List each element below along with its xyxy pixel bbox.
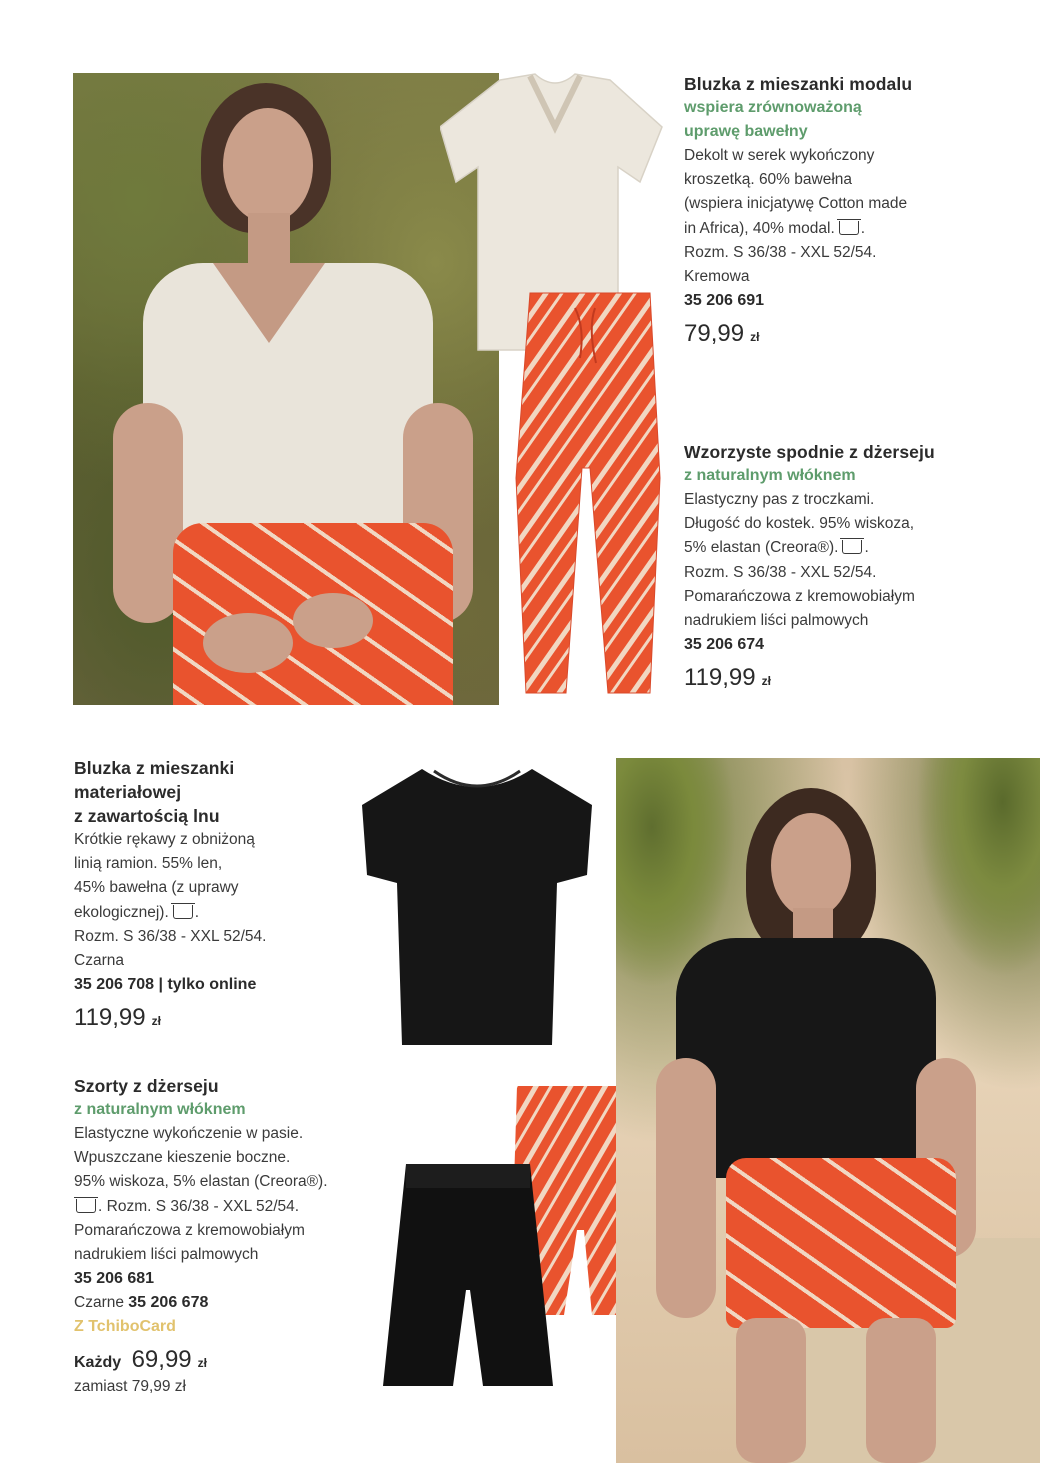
product-title: Bluzka z mieszanki modalu [684,74,913,94]
palm-print-trousers-image [510,288,665,698]
eco-claim-line-2: uprawę bawełny [684,123,808,140]
black-variant-row [74,1291,404,1315]
washing-tub-icon [842,540,862,554]
product-palm-trousers-info [684,440,1024,693]
description-text: 5% elastan (Creora®). [684,539,839,557]
description-line: Rozm. S 36/38 - XXL 52/54. [684,243,877,261]
each-label: Każdy [74,1354,122,1372]
description-text: Rozm. S 36/38 - XXL 52/54. [106,1197,300,1215]
model-photo-black-top [616,758,1040,1463]
eco-claim: z naturalnym włóknem [74,1101,246,1118]
description-line: Rozm. S 36/38 - XXL 52/54. [74,927,267,945]
description-line: Pomarańczowa z kremowobiałym [684,587,915,605]
article-number: 35 206 708 | tylko online [74,976,257,994]
description-line-with-wash-icon: in Africa), 40% modal. . [684,219,866,237]
description-line: Elastyczne wykończenie w pasie. [74,1125,304,1142]
price: 119,99 [684,664,756,692]
tchibocard-label: Z TchiboCard [74,1318,176,1336]
product-title-line: materiałowej [74,782,182,802]
price-row [684,319,1014,349]
description-line: Pomarańczowa z kremowobiałym [74,1221,305,1239]
description-line: Elastyczny pas z troczkami. [684,491,875,508]
price-row [684,663,1024,693]
product-title-line: Bluzka z mieszanki [74,758,235,778]
description-line: Rozm. S 36/38 - XXL 52/54. [684,563,877,581]
product-black-top-info [74,756,364,1033]
variant-label: Czarne [74,1294,124,1312]
price-row [74,1345,404,1375]
price: 119,99 [74,1004,146,1032]
currency: zł [761,674,771,689]
description-line: 45% bawełna (z uprawy [74,879,239,897]
product-title: Szorty z dżerseju [74,1076,219,1096]
description-line: kroszetką. 60% bawełna [684,171,853,189]
description-line-with-wash-icon: ekologicznej). . [74,903,200,921]
model-photo-cream-top [73,73,499,705]
description-line-with-wash-icon: . Rozm. S 36/38 - XXL 52/54. [74,1195,404,1219]
price: 69,99 [131,1346,192,1374]
old-price: zamiast 79,99 zł [74,1378,186,1396]
description-line: Długość do kostek. 95% wiskoza, [684,515,915,533]
washing-tub-icon [173,905,193,919]
currency: zł [197,1356,207,1371]
article-number: 35 206 681 [74,1270,155,1288]
price-row [74,1003,364,1033]
description-line: (wspiera inicjatywę Cotton made [684,195,908,213]
description-line: Dekolt w serek wykończony [684,147,875,164]
description-text: ekologicznej). [74,903,169,921]
color-name: Czarna [74,952,124,970]
variant-article-number: 35 206 678 [128,1294,209,1312]
washing-tub-icon [839,221,859,235]
product-shorts-info [74,1074,404,1400]
description-text: in Africa), 40% modal. [684,219,835,237]
description-line: nadrukiem liści palmowych [684,612,869,630]
description-line-with-wash-icon: 5% elastan (Creora®). . [684,539,869,557]
article-number: 35 206 691 [684,292,765,310]
description-line: nadrukiem liści palmowych [74,1246,259,1264]
currency: zł [750,330,760,345]
article-number: 35 206 674 [684,636,765,654]
washing-tub-icon [76,1199,96,1213]
color-name: Kremowa [684,268,750,286]
description-line: Wpuszczane kieszenie boczne. [74,1149,291,1167]
black-linen-top-image [352,765,602,1050]
black-shorts-image [378,1160,558,1392]
product-title-line: z zawartością lnu [74,806,220,826]
description-line: linią ramion. 55% len, [74,855,223,873]
eco-claim-line-1: wspiera zrównoważoną [684,99,862,116]
currency: zł [151,1014,161,1029]
product-title: Wzorzyste spodnie z dżerseju [684,442,935,462]
price: 79,99 [684,320,745,348]
description-line: 95% wiskoza, 5% elastan (Creora®). [74,1173,328,1191]
eco-claim: z naturalnym włóknem [684,467,856,484]
product-cream-top-info [684,72,1014,349]
description-line: Krótkie rękawy z obniżoną [74,831,255,848]
